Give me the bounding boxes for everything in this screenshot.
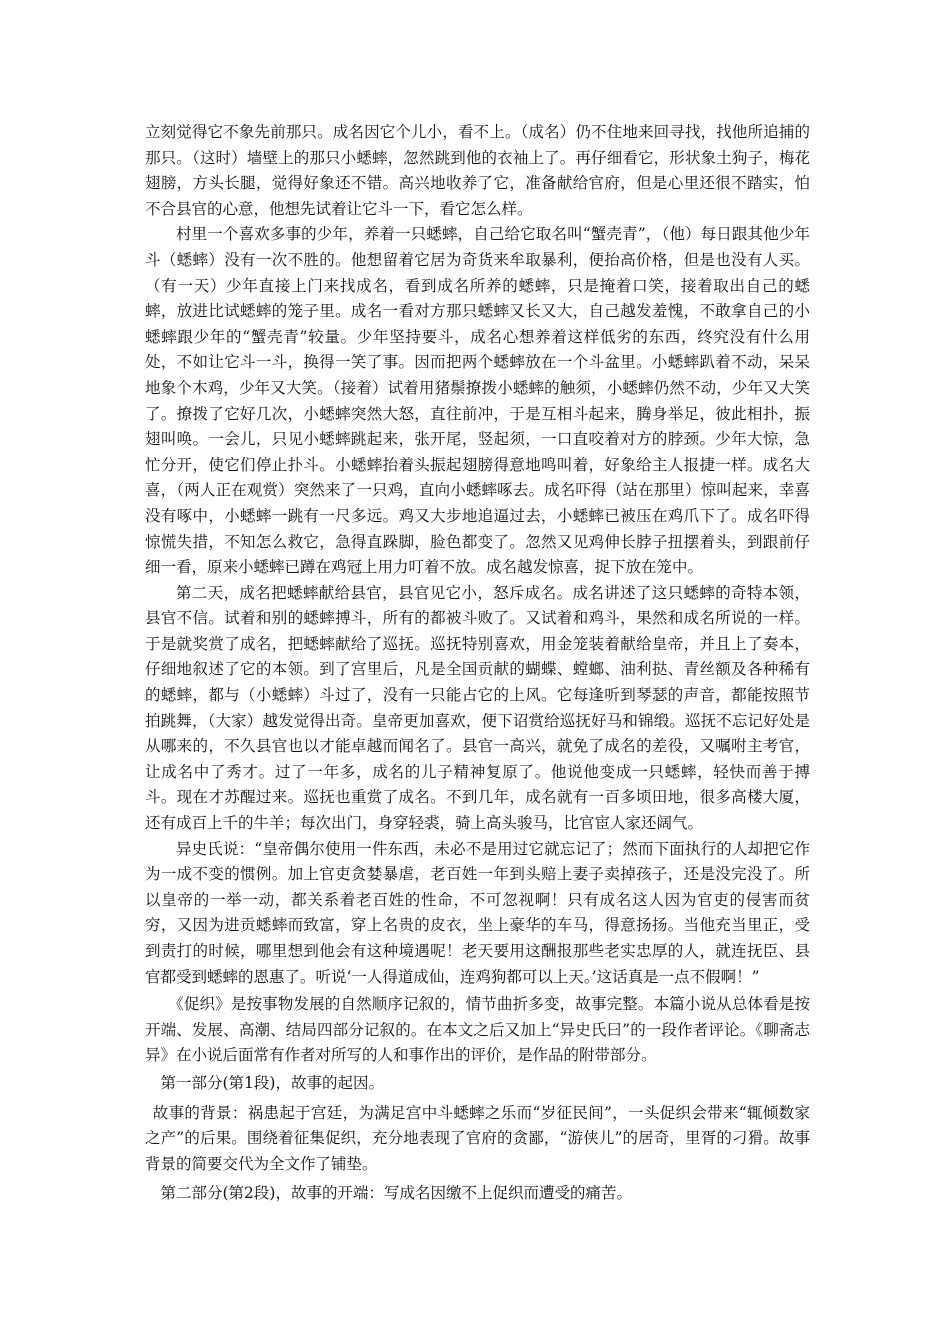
paragraph-6: 第一部分(第1段)，故事的起因。 bbox=[160, 1073, 384, 1092]
paragraph-2: 村里一个喜欢多事的少年，养着一只蟋蟀，自己给它取名叫“蟹壳青”，（他）每日跟其他少年斗（蟋蟀）没有一次不胜的。他想留着它居为奇货来牟取暴利，便抬高价格，但是也没有人买。（有一天）少年直接上门来找成名，看到成名所养的蟋蟀，只是掩着口笑，接着取出自己的蟋蟀，放进比试蟋蟀的笼子里。成名一看对方那只蟋蟀又长又大，自己越发羞愧，不敢拿自己的小蟋蟀跟少年的“蟹壳青”较量。少年坚持要斗，成名心想养着这样低劣的东西，终究没有什么用处，不如让它斗一斗，换得一笑了事。因而把两个蟋蟀放在一个斗盆里。小蟋蟀趴着不动，呆呆地象个木鸡，少年又大笑。（接着）试着用猪鬃撩拨小蟋蟀的触须，小蟋蟀仍然不动，少年又大笑了。撩拨了它好几次，小蟋蟀突然大怒，直往前冲，于是互相斗起来，腾身举足，彼此相扑，振翅叫唤。一会儿，只见小蟋蟀跳起来，张开尾，竖起须，一口直咬着对方的脖颈。少年大惊，急忙分开，使它们停止扑斗。小蟋蟀抬着头振起翅膀得意地鸣叫着，好象给主人报捷一样。成名大喜，（两人正在观赏）突然来了一只鸡，直向小蟋蟀啄去。成名吓得（站在那里）惊叫起来，幸喜没有啄中，小蟋蟀一跳有一尺多远。鸡又大步地追逼过去，小蟋蟀已被压在鸡爪下了。成名吓得惊慌失措，不知怎么救它，急得直跺脚，脸色都变了。忽然又见鸡伸长脖子扭摆着头，到跟前仔细一看，原来小蟋蟀已蹲在鸡冠上用力叮着不放。成名越发惊喜，捉下放在笼中。 bbox=[145, 225, 810, 577]
paragraph-5: 《促织》是按事物发展的自然顺序记叙的，情节曲折多变，故事完整。本篇小说从总体看是按开端、发展、高潮、结局四部分记叙的。在本文之后又加上“异史氏曰”的一段作者评论。《聊斋志异》在小说后面常有作者对所写的人和事作出的评价，是作品的附带部分。 bbox=[145, 995, 810, 1065]
paragraph-7: 故事的背景：祸患起于宫廷，为满足宫中斗蟋蟀之乐而“岁征民间”，一头促织会带来“辄倾数家之产”的后果。围绕着征集促织，充分地表现了官府的贪鄙，“游侠儿”的居奇，里胥的刁猾。故事背景的简要交代为全文作了铺垫。 bbox=[145, 1103, 810, 1173]
paragraph-4: 异史氏说：“皇帝偶尔使用一件东西，未必不是用过它就忘记了；然而下面执行的人却把它作为一成不变的惯例。加上官吏贪婪暴虐，老百姓一年到头赔上妻子卖掉孩子，还是没完没了。所以皇帝的一举一动，都关系着老百姓的性命，不可忽视啊！只有成名这人因为官吏的侵害而贫穷，又因为进贡蟋蟀而致富，穿上名贵的皮衣，坐上豪华的车马，得意扬扬。当他充当里正，受到责打的时候，哪里想到他会有这种境遇呢！老天要用这酬报那些老实忠厚的人，就连抚臣、县官都受到蟋蟀的恩惠了。听说‘一人得道成仙，连鸡狗都可以上天。’这话真是一点不假啊！” bbox=[145, 839, 810, 986]
paragraph-1: 立刻觉得它不象先前那只。成名因它个儿小，看不上。（成名）仍不住地来回寻找，找他所追捕的那只。（这时）墙壁上的那只小蟋蟀，忽然跳到他的衣袖上了。再仔细看它，形状象土狗子，梅花翅膀，方头长腿，觉得好象还不错。高兴地收养了它，准备献给官府，但是心里还很不踏实，怕不合县官的心意，他想先试着让它斗一下，看它怎么样。 bbox=[145, 123, 810, 218]
paragraph-3: 第二天，成名把蟋蟀献给县官，县官见它小，怒斥成名。成名讲述了这只蟋蟀的奇特本领，县官不信。试着和别的蟋蟀搏斗，所有的都被斗败了。又试着和鸡斗，果然和成名所说的一样。于是就奖赏了成名，把蟋蟀献给了巡抚。巡抚特别喜欢，用金笼装着献给皇帝，并且上了奏本，仔细地叙述了它的本领。到了宫里后，凡是全国贡献的蝴蝶、螳螂、油利挞、青丝额及各种稀有的蟋蟀，都与（小蟋蟀）斗过了，没有一只能占它的上风。它每逢听到琴瑟的声音，都能按照节拍跳舞，（大家）越发觉得出奇。皇帝更加喜欢，便下诏赏给巡抚好马和锦缎。巡抚不忘记好处是从哪来的，不久县官也以才能卓越而闻名了。县官一高兴，就免了成名的差役，又嘱咐主考官，让成名中了秀才。过了一年多，成名的儿子精神复原了。他说他变成一只蟋蟀，轻快而善于搏斗。现在才苏醒过来。巡抚也重赏了成名。不到几年，成名就有一百多顷田地，很多高楼大厦，还有成百上千的牛羊；每次出门，身穿轻裘，骑上高头骏马，比官宦人家还阔气。 bbox=[145, 583, 810, 833]
document-body bbox=[145, 120, 810, 1207]
paragraph-8: 第二部分(第2段)，故事的开端：写成名因缴不上促织而遭受的痛苦。 bbox=[160, 1184, 632, 1203]
